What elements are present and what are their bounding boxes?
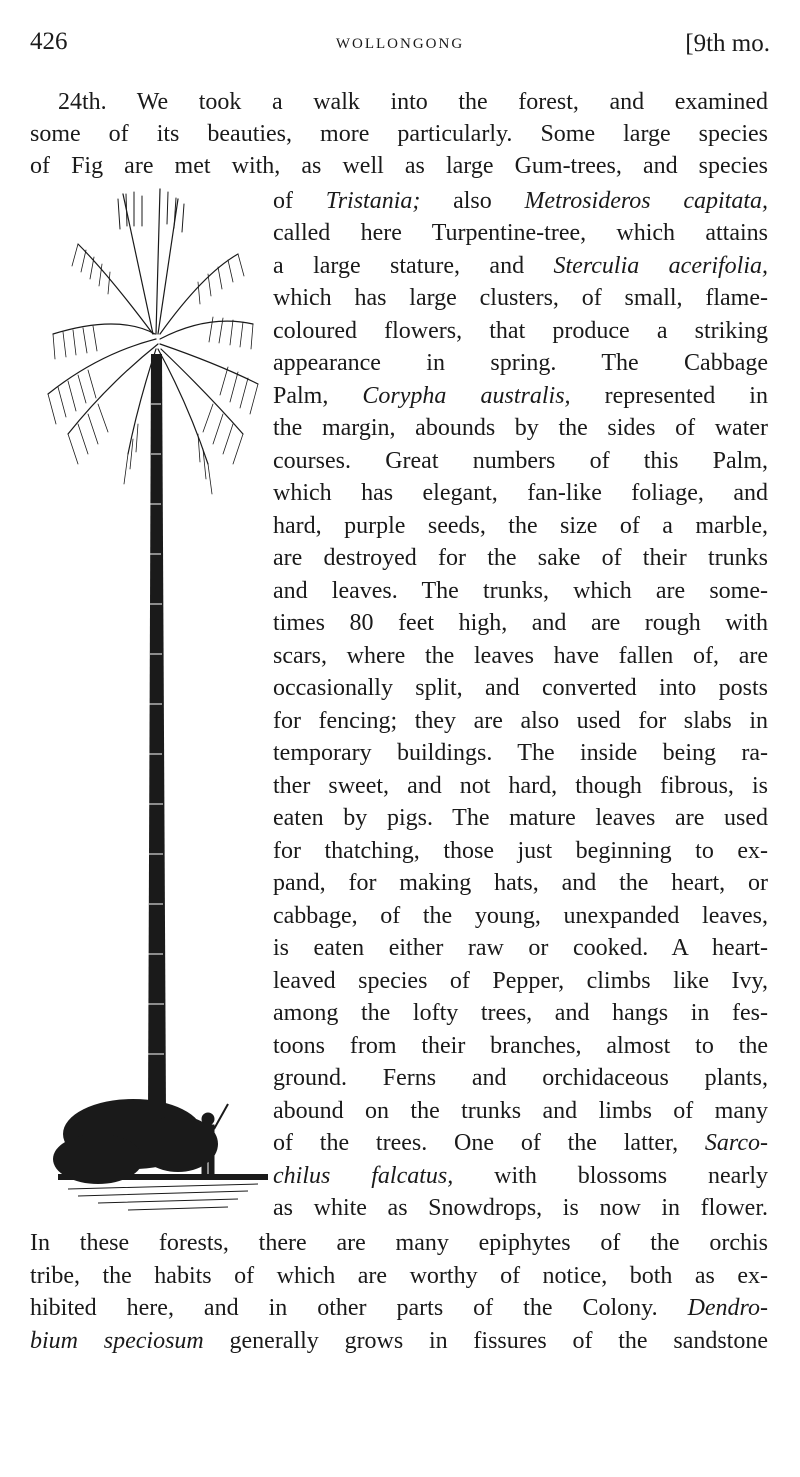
- text-line-26: cabbage, of the young, unexpanded leaves,: [273, 903, 768, 929]
- text-line-15: are destroyed for the sake of their trunks: [273, 545, 768, 571]
- text-line-18: scars, where the leaves have fallen of, are: [273, 643, 768, 669]
- text-line-3: of Fig are met with, as well as large Gum-trees, and species: [30, 153, 768, 179]
- palm-engraving-icon: [38, 184, 270, 1229]
- text-line-32: abound on the trunks and limbs of many: [273, 1098, 768, 1124]
- palm-trunk: [148, 354, 166, 1114]
- text-line-7: which has large clusters, of small, flame-: [273, 285, 768, 311]
- text-line-12: courses. Great numbers of this Palm,: [273, 448, 768, 474]
- text-line-27: is eaten either raw or cooked. A heart-: [273, 935, 768, 961]
- text-line-16: and leaves. The trunks, which are some-: [273, 578, 768, 604]
- text-line-6: a large stature, and Sterculia acerifolia,: [273, 253, 768, 279]
- text-line-2: some of its beauties, more particularly. Some large species: [30, 121, 768, 147]
- text-line-8: coloured flowers, that produce a striking: [273, 318, 768, 344]
- text-line-23: eaten by pigs. The mature leaves are used: [273, 805, 768, 831]
- text-line-20: for fencing; they are also used for slabs in: [273, 708, 768, 734]
- cabbage-palm-illustration: [38, 184, 270, 1229]
- running-title: WOLLONGONG: [335, 36, 465, 52]
- text-line-5: called here Turpentine-tree, which attains: [273, 220, 768, 246]
- text-line-21: temporary buildings. The inside being ra-: [273, 740, 768, 766]
- text-line-36: In these forests, there are many epiphytes of the orchis: [30, 1230, 768, 1256]
- text-line-30: toons from their branches, almost to the: [273, 1033, 768, 1059]
- text-line-14: hard, purple seeds, the size of a marble,: [273, 513, 768, 539]
- text-line-11: the margin, abounds by the sides of water: [273, 415, 768, 441]
- text-line-25: pand, for making hats, and the heart, or: [273, 870, 768, 896]
- text-line-9: appearance in spring. The Cabbage: [273, 350, 768, 376]
- text-line-24: for thatching, those just beginning to ex-: [273, 838, 768, 864]
- section-marker: [9th mo.: [685, 30, 770, 57]
- text-line-1: 24th. We took a walk into the forest, and examined: [58, 89, 768, 115]
- text-line-39: bium speciosum generally grows in fissures of the sandstone: [30, 1328, 769, 1354]
- text-line-28: leaved species of Pepper, climbs like Ivy,: [273, 968, 768, 994]
- text-line-4: of Tristania; also Metrosideros capitata,: [273, 188, 768, 214]
- text-line-31: ground. Ferns and orchidaceous plants,: [273, 1065, 768, 1091]
- text-line-35: as white as Snowdrops, is now in flower.: [273, 1195, 768, 1221]
- ground-hatching: [68, 1184, 258, 1210]
- text-line-10: Palm, Corypha australis, represented in: [273, 383, 768, 409]
- running-header: [30, 28, 770, 62]
- page-number: 426: [30, 28, 68, 55]
- text-line-29: among the lofty trees, and hangs in fes-: [273, 1000, 768, 1026]
- text-line-33: of the trees. One of the latter, Sarco-: [273, 1130, 768, 1156]
- ground-shrubs: [53, 1099, 268, 1184]
- text-line-22: ther sweet, and not hard, though fibrous, is: [273, 773, 768, 799]
- text-line-19: occasionally split, and converted into posts: [273, 675, 768, 701]
- text-line-37: tribe, the habits of which are worthy of notice, both as ex-: [30, 1263, 768, 1289]
- text-line-38: hibited here, and in other parts of the Colony. Dendro-: [30, 1295, 768, 1321]
- text-line-13: which has elegant, fan-like foliage, and: [273, 480, 768, 506]
- text-line-34: chilus falcatus, with blossoms nearly: [273, 1163, 768, 1189]
- text-line-17: times 80 feet high, and are rough with: [273, 610, 768, 636]
